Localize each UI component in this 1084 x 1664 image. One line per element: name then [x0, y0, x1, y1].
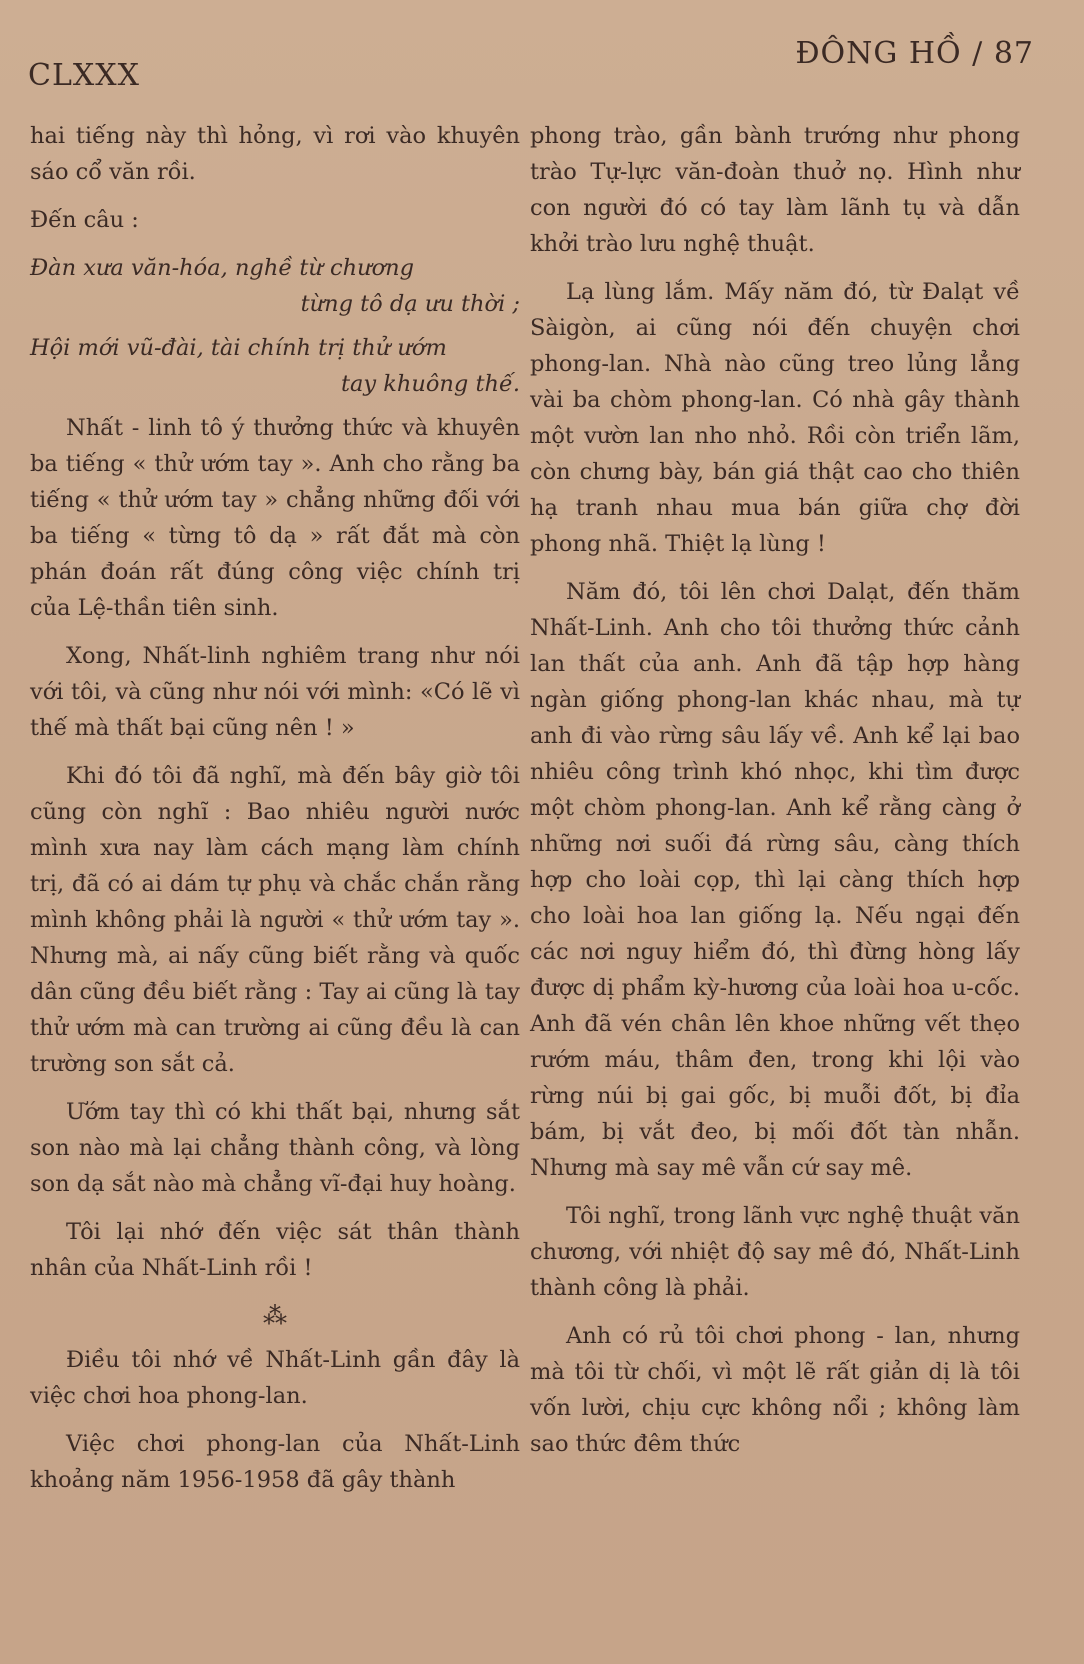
running-header: ĐÔNG HỒ / 87	[795, 36, 1034, 71]
paragraph: Điều tôi nhớ về Nhất-Linh gần đây là việc chơi hoa phong-lan.	[30, 1347, 520, 1409]
paragraph: Ướm tay thì có khi thất bại, nhưng sắt son nào mà lại chẳng thành công, và lòng son dạ sắt nào mà chẳng vĩ-đại huy hoàng.	[30, 1099, 520, 1197]
section-separator: ⁂	[263, 1302, 287, 1330]
paragraph: Việc chơi phong-lan của Nhất-Linh khoảng năm 1956-1958 đã gây thành	[30, 1431, 520, 1493]
paragraph: Anh có rủ tôi chơi phong - lan, nhưng mà tôi từ chối, vì một lẽ rất giản dị là tôi vốn lười, chịu cực không nổi ; không làm sao thức đêm thức	[530, 1323, 1020, 1457]
paragraph: Năm đó, tôi lên chơi Dalạt, đến thăm Nhất-Linh. Anh cho tôi thưởng thức cảnh lan thất của anh. Anh đã tập hợp hàng ngàn giống phong-lan khác nhau, mà tự anh đi vào rừng sâu lấy về. Anh kể lại bao nhiêu công trình khó nhọc, khi tìm được một chòm phong-lan. Anh kể rằng càng ở những nơi suối đá rừng sâu, càng thích hợp cho loài cọp, thì lại càng thích hợp cho loài hoa lan giống lạ. Nếu ngại đến các nơi nguy hiểm đó, thì đừng hòng lấy được dị phẩm kỳ-hương của loài hoa u-cốc. Anh đã vén chân lên khoe những vết thẹo rướm máu, thâm đen, trong khi lội vào rừng núi bị gai gốc, bị muỗi đốt, bị đỉa bám, bị vắt đeo, bị mối đốt tàn nhẫn. Nhưng mà say mê vẫn cứ say mê.	[530, 579, 1020, 1181]
paragraph: phong trào, gần bành trướng như phong trào Tự-lực văn-đoàn thuở nọ. Hình như con người đó có tay làm lãnh tụ và dẫn khởi trào lưu nghệ thuật.	[530, 123, 1020, 257]
verse-stanza	[30, 250, 520, 322]
paragraph: hai tiếng này thì hỏng, vì rơi vào khuyên sáo cổ văn rồi.	[30, 123, 520, 185]
paragraph: Tôi nghĩ, trong lãnh vực nghệ thuật văn chương, với nhiệt độ say mê đó, Nhất-Linh thành công là phải.	[530, 1203, 1020, 1301]
right-column	[530, 118, 1020, 1462]
left-column	[30, 118, 520, 1498]
paragraph: Nhất - linh tô ý thưởng thức và khuyên ba tiếng « thử ướm tay ». Anh cho rằng ba tiếng « thử ướm tay » chẳng những đối với ba tiếng « từng tô dạ » rất đắt mà còn phán đoán rất đúng công việc chính trị của Lệ-thần tiên sinh.	[30, 415, 520, 621]
page-section-roman-numeral: CLXXX	[28, 58, 140, 93]
paragraph: Đến câu :	[30, 207, 139, 233]
verse-line: Hội mới vũ-đài, tài chính trị thử ướm	[30, 335, 447, 361]
verse-stanza	[30, 330, 520, 402]
paragraph: Lạ lùng lắm. Mấy năm đó, từ Đalạt về Sàigòn, ai cũng nói đến chuyện chơi phong-lan. Nhà nào cũng treo lủng lẳng vài ba chòm phong-lan. Có nhà gây thành một vườn lan nho nhỏ. Rồi còn triển lãm, còn chưng bày, bán giá thật cao cho thiên hạ tranh nhau mua bán giữa chợ đời phong nhã. Thiệt lạ lùng !	[530, 279, 1020, 557]
verse-line: tay khuông thế.	[340, 371, 520, 397]
paragraph: Tôi lại nhớ đến việc sát thân thành nhân của Nhất-Linh rồi !	[30, 1219, 520, 1281]
verse-line: từng tô dạ ưu thời ;	[300, 291, 520, 317]
verse-line: Đàn xưa văn-hóa, nghề từ chương	[30, 255, 415, 281]
paragraph: Xong, Nhất-linh nghiêm trang như nói với tôi, và cũng như nói với mình: «Có lẽ vì thế mà thất bại cũng nên ! »	[30, 643, 520, 741]
paragraph: Khi đó tôi đã nghĩ, mà đến bây giờ tôi cũng còn nghĩ : Bao nhiêu người nước mình xưa nay làm cách mạng làm chính trị, đã có ai dám tự phụ và chắc chắn rằng mình không phải là người « thử ướm tay ». Nhưng mà, ai nấy cũng biết rằng và quốc dân cũng đều biết rằng : Tay ai cũng là tay thử ướm mà can trường ai cũng đều là can trường son sắt cả.	[30, 763, 520, 1077]
